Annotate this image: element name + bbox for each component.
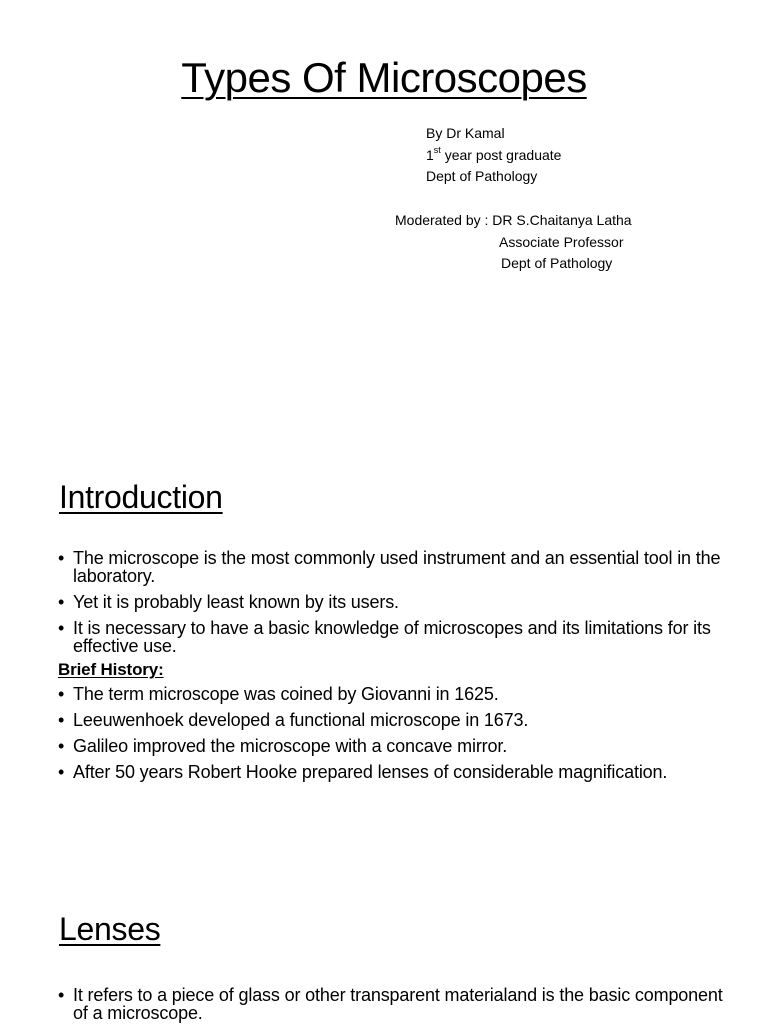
list-item-text: It refers to a piece of glass or other transparent materialand is the basic component of a microscope. <box>73 985 723 1023</box>
list-item <box>58 619 726 655</box>
moderator-department: Dept of Pathology <box>501 255 613 271</box>
introduction-bullets <box>58 549 726 789</box>
bullet-icon: • <box>58 618 65 638</box>
author-department: Dept of Pathology <box>426 168 538 184</box>
list-item <box>58 763 726 781</box>
list-item <box>58 593 726 611</box>
author-year-number: 1 <box>426 146 434 163</box>
introduction-heading <box>59 477 223 517</box>
brief-history-heading: Brief History: <box>58 660 164 679</box>
list-item <box>58 711 726 729</box>
list-item-text: The microscope is the most commonly used instrument and an essential tool in the laboratory. <box>73 548 721 586</box>
author-info <box>426 123 561 188</box>
introduction-heading-text: Introduction <box>59 479 223 515</box>
author-name: By Dr Kamal <box>426 125 505 141</box>
moderator-position: Associate Professor <box>499 233 624 250</box>
bullet-icon: • <box>58 592 65 612</box>
bullet-icon: • <box>58 736 65 756</box>
lenses-bullets <box>58 986 726 1024</box>
author-year-text: year post graduate <box>440 146 562 163</box>
page-title <box>0 52 768 104</box>
bullet-icon: • <box>58 684 65 704</box>
moderator-name: Moderated by : DR S.Chaitanya Latha <box>395 212 632 228</box>
list-item-text: Galileo improved the microscope with a concave mirror. <box>73 736 508 756</box>
page-title-text: Types Of Microscopes <box>181 54 587 101</box>
list-item <box>58 685 726 703</box>
lenses-slide <box>0 864 768 1024</box>
list-item <box>58 737 726 755</box>
bullet-icon: • <box>58 710 65 730</box>
lenses-heading <box>59 909 160 949</box>
list-item-text: The term microscope was coined by Giovanni in 1625. <box>73 684 499 704</box>
introduction-slide <box>0 432 768 864</box>
list-item-text: It is necessary to have a basic knowledge of microscopes and its limitations for its effective use. <box>73 618 711 656</box>
list-item <box>58 986 726 1022</box>
author-year-ordinal: st <box>433 144 441 155</box>
lenses-heading-text: Lenses <box>59 911 161 947</box>
list-item <box>58 549 726 585</box>
moderator-info <box>395 210 632 275</box>
author-year <box>426 145 561 167</box>
list-item-text: After 50 years Robert Hooke prepared lenses of considerable magnification. <box>73 762 668 782</box>
bullet-icon: • <box>58 548 65 568</box>
list-item-text: Leeuwenhoek developed a functional microscope in 1673. <box>73 710 529 730</box>
bullet-icon: • <box>58 985 65 1005</box>
title-slide <box>0 0 768 432</box>
list-item-text: Yet it is probably least known by its users. <box>73 592 399 612</box>
bullet-icon: • <box>58 762 65 782</box>
